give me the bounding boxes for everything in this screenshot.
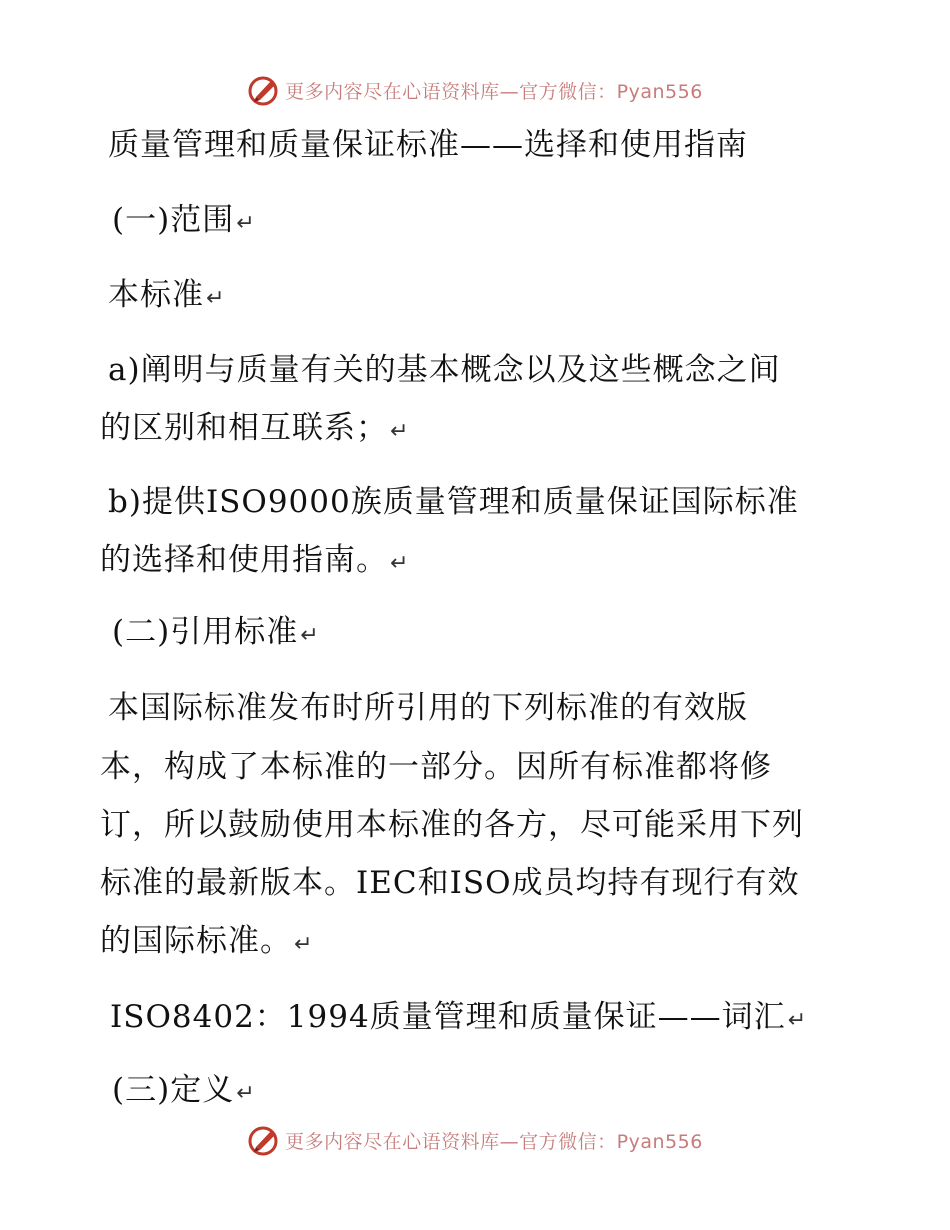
text-line: b)提供ISO9000族质量管理和质量保证国际标准 bbox=[108, 484, 799, 520]
paragraph-mark-icon: ↵ bbox=[206, 286, 226, 311]
text-line: 本国际标准发布时所引用的下列标准的有效版 bbox=[108, 690, 748, 726]
text-line: 的区别和相互联系；↵ bbox=[100, 410, 410, 446]
paragraph-mark-icon: ↵ bbox=[294, 932, 314, 957]
section-heading: (一)范围↵ bbox=[112, 202, 256, 238]
text-line: 订，所以鼓励使用本标准的各方，尽可能采用下列 bbox=[100, 807, 804, 843]
text-line: a)阐明与质量有关的基本概念以及这些概念之间 bbox=[108, 352, 781, 388]
paragraph-mark-icon: ↵ bbox=[236, 211, 256, 236]
section-heading: (二)引用标准↵ bbox=[112, 614, 320, 650]
text-line: ISO8402：1994质量管理和质量保证——词汇↵ bbox=[110, 999, 808, 1035]
text-line: 本标准↵ bbox=[108, 277, 226, 313]
paragraph-mark-icon: ↵ bbox=[236, 1081, 256, 1106]
footer-banner bbox=[0, 1120, 950, 1160]
pen-logo-icon bbox=[247, 73, 281, 107]
pen-logo-icon bbox=[247, 1123, 281, 1157]
paragraph-mark-icon: ↵ bbox=[390, 551, 410, 576]
text-line: 的选择和使用指南。↵ bbox=[100, 542, 410, 578]
text-line: 标准的最新版本。IEC和ISO成员均持有现行有效 bbox=[100, 865, 800, 901]
text-line: 的国际标准。↵ bbox=[100, 923, 314, 959]
text-line: 本，构成了本标准的一部分。因所有标准都将修 bbox=[100, 749, 772, 785]
paragraph-mark-icon: ↵ bbox=[300, 623, 320, 648]
banner-text: 更多内容尽在心语资料库—官方微信：Pyan556 bbox=[285, 1130, 703, 1153]
paragraph-mark-icon: ↵ bbox=[390, 419, 410, 444]
header-banner bbox=[0, 70, 950, 110]
paragraph-mark-icon: ↵ bbox=[787, 1008, 808, 1033]
section-heading: (三)定义↵ bbox=[112, 1072, 256, 1108]
banner-text: 更多内容尽在心语资料库—官方微信：Pyan556 bbox=[285, 80, 703, 103]
doc-title: 质量管理和质量保证标准——选择和使用指南 bbox=[108, 127, 748, 163]
